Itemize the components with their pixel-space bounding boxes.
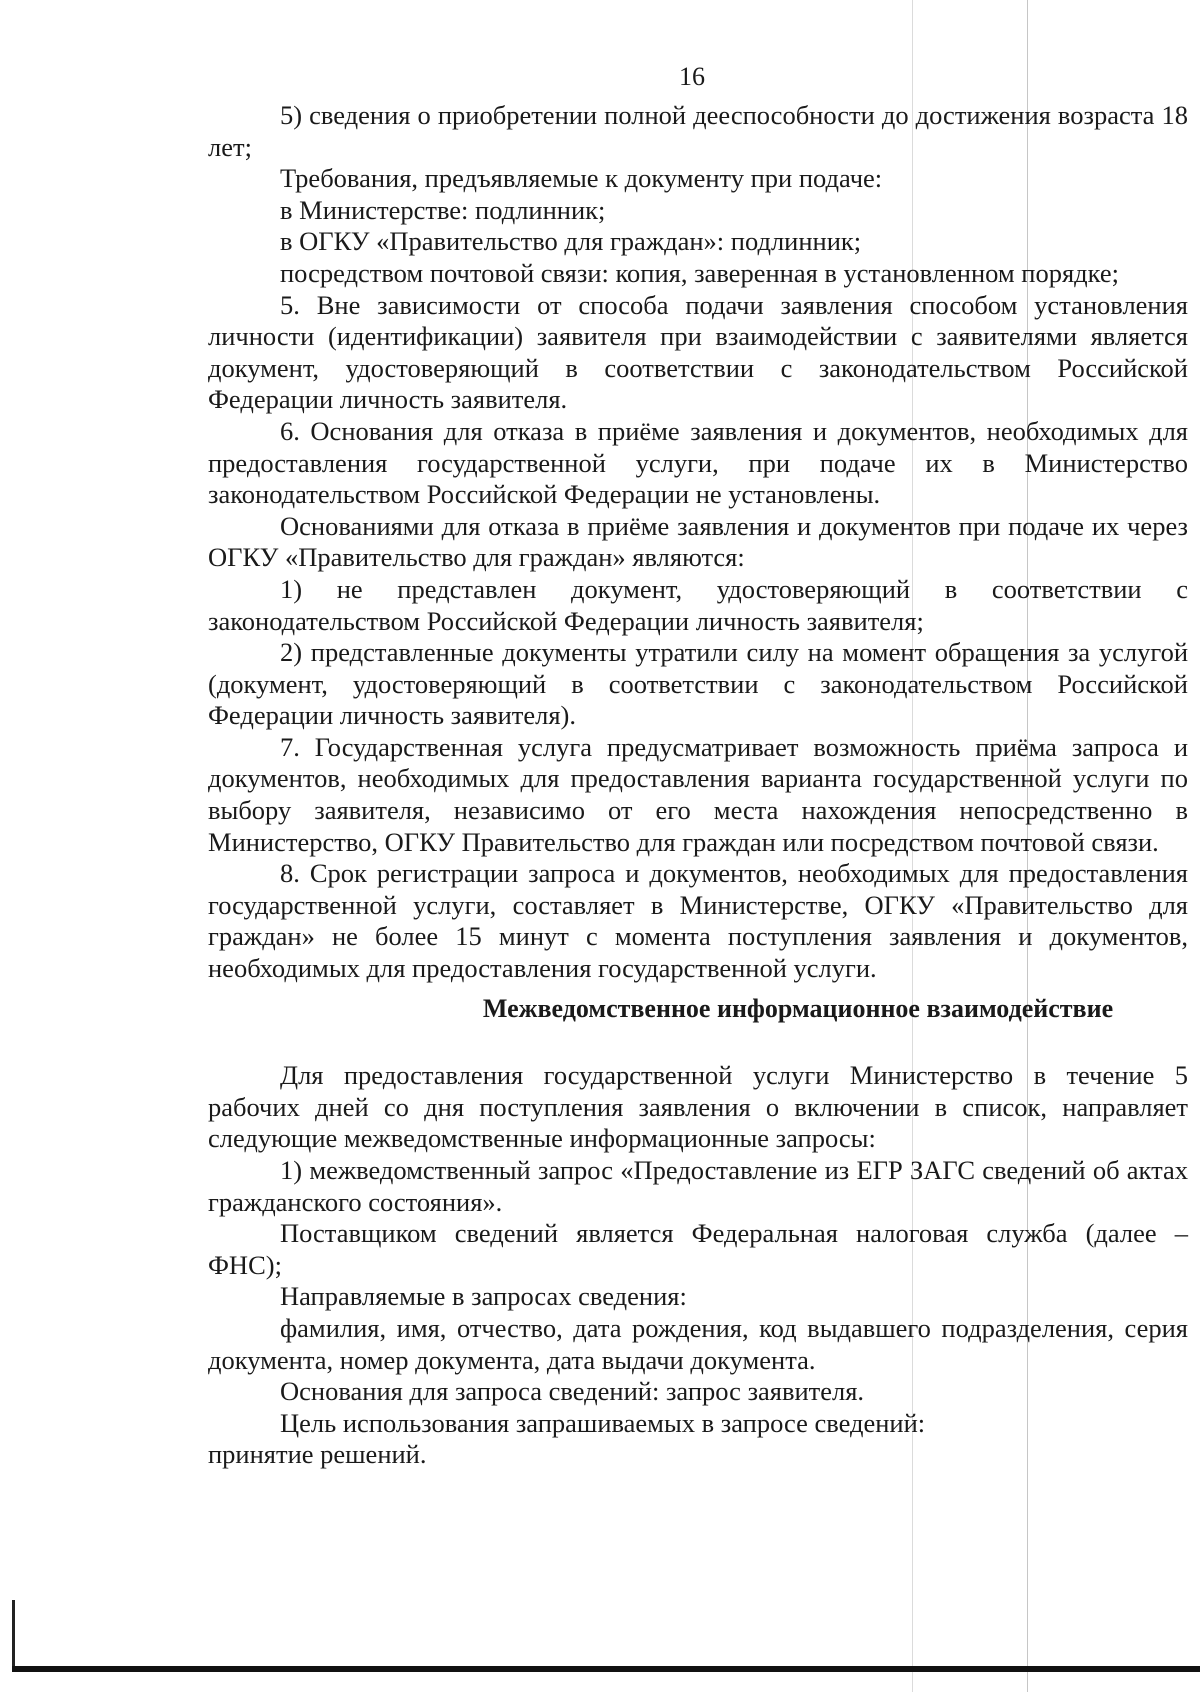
paragraph: 2) представленные документы утратили силу на момент обращения за услугой (документ, удостоверяющий в соответствии с законодательством Российской Федерации личность заявителя). (208, 637, 1188, 731)
paragraph: Основаниями для отказа в приёме заявления и документов при подаче их через ОГКУ «Правительство для граждан» являются: (208, 510, 1188, 573)
paragraph: Основания для запроса сведений: запрос заявителя. (280, 1376, 865, 1407)
paragraph: 6. Основания для отказа в приёме заявления и документов, необходимых для предоставления государственной услуги, при подаче их в Министерство законодательством Российской Федерации не установлены. (208, 415, 1188, 510)
document-body (208, 100, 1188, 1471)
paragraph: принятие решений. (208, 1439, 427, 1470)
paragraph: в Министерстве: подлинник; (280, 194, 606, 225)
paragraph: Поставщиком сведений является Федеральная налоговая служба (далее – ФНС); (208, 1218, 1188, 1280)
paragraph: Требования, предъявляемые к документу при подаче: (280, 163, 883, 194)
paragraph: в ОГКУ «Правительство для граждан»: подлинник; (280, 226, 862, 257)
paragraph: 5. Вне зависимости от способа подачи заявления способом установления личности (идентификации) заявителя при взаимодействии с заявителями является документ, удостоверяющий в соответствии с законодательством Российской Федерации личность заявителя. (208, 289, 1188, 415)
paragraph: фамилия, имя, отчество, дата рождения, код выдавшего подразделения, серия документа, номер документа, дата выдачи документа. (208, 1312, 1188, 1375)
paragraph: Для предоставления государственной услуги Министерство в течение 5 рабочих дней со дня поступления заявления о включении в список, направляет следующие межведомственные информационные запросы: (208, 1060, 1188, 1154)
scan-edge-mark (12, 1600, 15, 1672)
scan-bottom-border (12, 1666, 1200, 1672)
paragraph: 1) не представлен документ, удостоверяющий в соответствии с законодательством Российской Федерации личность заявителя; (208, 573, 1188, 636)
paragraph: 5) сведения о приобретении полной дееспособности до достижения возраста 18 лет; (208, 100, 1188, 162)
section-heading: Межведомственное информационное взаимодействие (482, 993, 1114, 1023)
paragraph: Направляемые в запросах сведения: (280, 1281, 687, 1312)
paragraph: посредством почтовой связи: копия, заверенная в установленном порядке; (280, 257, 1119, 288)
page-number: 16 (679, 62, 705, 91)
paragraph: 7. Государственная услуга предусматривает возможность приёма запроса и документов, необходимых для предоставления варианта государственной услуги по выбору заявителя, независимо от его места нахождения непосредственно в Министерство, ОГКУ Правительство для граждан или посредством почтовой связи. (208, 731, 1188, 857)
paragraph: 8. Срок регистрации запроса и документов, необходимых для предоставления государственной услуги, составляет в Министерстве, ОГКУ «Правительство для граждан» не более 15 минут с момента поступления заявления и документов, необходимых для предоставления государственной услуги. (208, 858, 1188, 984)
paragraph: Цель использования запрашиваемых в запросе сведений: (280, 1407, 926, 1438)
paragraph: 1) межведомственный запрос «Предоставление из ЕГР ЗАГС сведений об актах гражданского состояния». (208, 1155, 1188, 1217)
